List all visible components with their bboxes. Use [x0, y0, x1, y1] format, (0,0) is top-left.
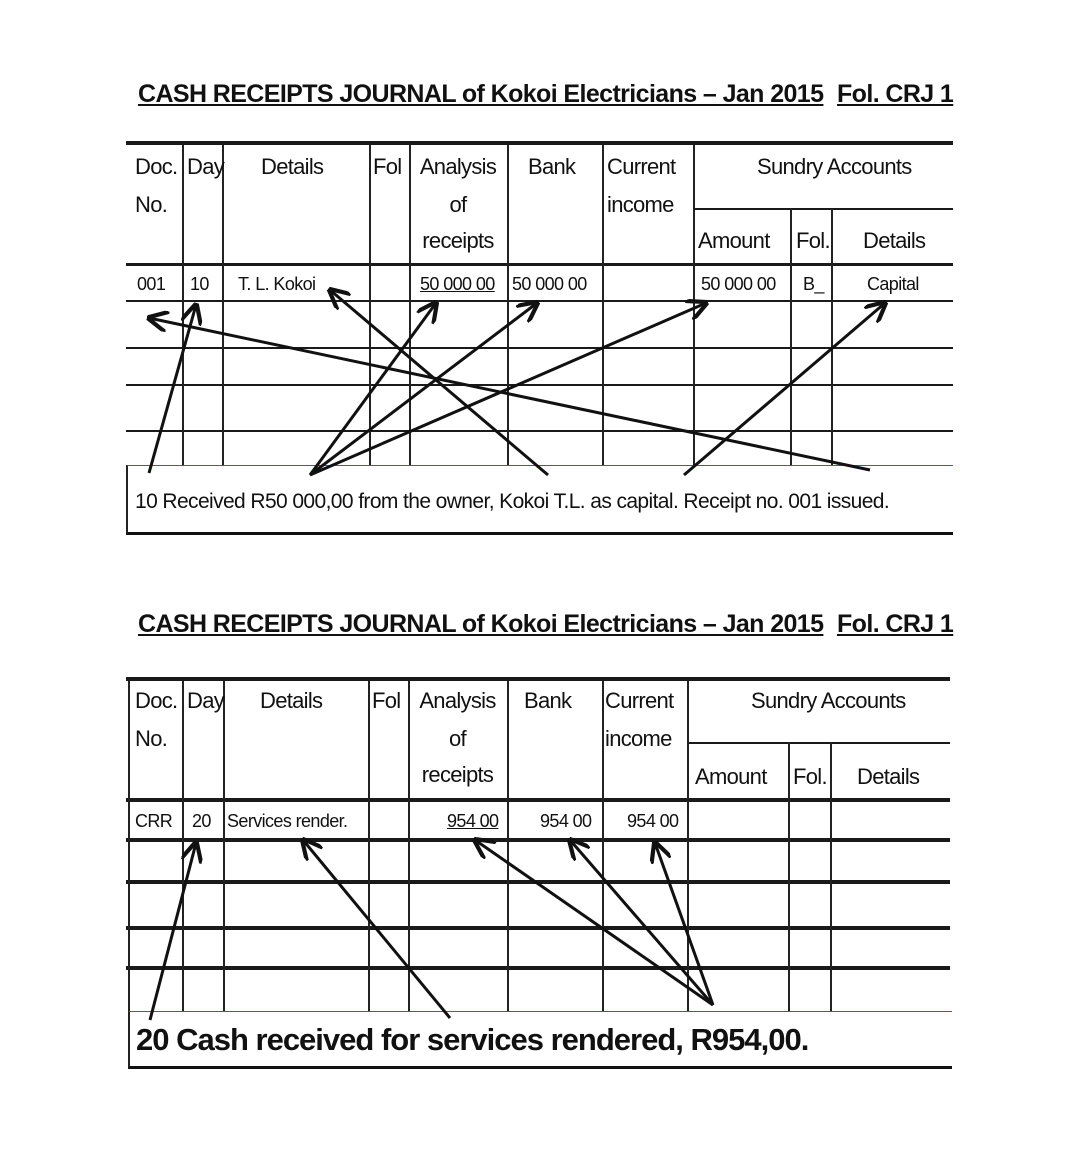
- column-rule: [831, 208, 833, 465]
- cell-doc-no: 001: [137, 274, 166, 294]
- column-rule: [408, 681, 410, 1011]
- row-rule: [126, 347, 953, 349]
- cash-receipts-journal-1: [0, 70, 1080, 550]
- column-rule: [788, 742, 790, 1011]
- column-rule: [182, 681, 184, 1011]
- header-current-income: income: [605, 726, 672, 751]
- cell-doc-no: CRR: [135, 811, 173, 831]
- cell-details: Services render.: [227, 811, 348, 831]
- narration-text: 20 Cash received for services rendered, R954,00.: [136, 1022, 809, 1057]
- cell-current-income: 954 00: [627, 811, 679, 831]
- column-rule: [369, 145, 371, 465]
- column-rule: [222, 145, 224, 465]
- table-top-rule: [126, 677, 950, 681]
- header-details: Details: [260, 688, 323, 713]
- table-top-rule: [126, 141, 953, 145]
- column-rule: [409, 145, 411, 465]
- row-rule: [126, 838, 950, 842]
- arrow-to-analysis: [310, 303, 436, 475]
- header-fol: Fol: [373, 154, 402, 179]
- arrow-to-current-income: [655, 843, 713, 1005]
- row-rule: [126, 300, 953, 302]
- narration-text: 10 Received R50 000,00 from the owner, Kokoi T.L. as capital. Receipt no. 001 issued.: [135, 490, 890, 513]
- column-rule: [602, 145, 604, 465]
- arrow-to-day: [150, 843, 196, 1020]
- header-sundry-amount: Amount: [698, 228, 770, 253]
- cell-analysis: 50 000 00: [420, 274, 495, 294]
- header-analysis: of: [449, 726, 466, 751]
- column-rule: [602, 681, 604, 1011]
- header-bottom-rule: [126, 263, 953, 266]
- row-rule: [126, 430, 953, 432]
- journal-title: CASH RECEIPTS JOURNAL of Kokoi Electricians – Jan 2015: [138, 610, 824, 638]
- row-rule: [126, 926, 950, 930]
- header-analysis: Analysis: [419, 688, 496, 713]
- cell-day: 10: [190, 274, 209, 294]
- column-rule: [368, 681, 370, 1011]
- header-sundry-fol: Fol.: [793, 764, 827, 789]
- header-sundry-accounts: Sundry Accounts: [757, 154, 912, 179]
- header-current-income: Current: [607, 154, 676, 179]
- cell-day: 20: [192, 811, 211, 831]
- arrow-to-details: [330, 290, 548, 475]
- sundry-sub-rule: [693, 208, 953, 210]
- cell-bank: 50 000 00: [512, 274, 587, 294]
- journal-folio: Fol. CRJ 1: [837, 610, 954, 638]
- row-rule: [126, 384, 953, 386]
- header-sundry-details: Details: [857, 764, 920, 789]
- header-bank: Bank: [524, 688, 572, 713]
- header-analysis: receipts: [421, 762, 494, 787]
- header-current-income: income: [607, 192, 674, 217]
- column-rule: [790, 208, 792, 465]
- header-sundry-amount: Amount: [695, 764, 767, 789]
- column-rule: [830, 742, 832, 1011]
- cell-sundry-details: Capital: [867, 274, 919, 294]
- header-fol: Fol: [372, 688, 401, 713]
- column-rule: [687, 681, 689, 1011]
- column-rule: [182, 145, 184, 465]
- header-bottom-rule: [126, 798, 950, 802]
- sundry-sub-rule: [687, 742, 950, 744]
- column-rule: [507, 145, 509, 465]
- journal-title: CASH RECEIPTS JOURNAL of Kokoi Electricians – Jan 2015: [138, 80, 824, 108]
- header-sundry-accounts: Sundry Accounts: [751, 688, 906, 713]
- arrow-to-bank: [310, 303, 537, 475]
- column-rule: [507, 681, 509, 1011]
- arrow-to-day: [149, 305, 196, 473]
- cell-sundry-amount: 50 000 00: [701, 274, 776, 294]
- arrow-to-bank: [570, 840, 713, 1005]
- arrow-to-doc-no: [149, 318, 870, 470]
- journal-folio: Fol. CRJ 1: [837, 80, 954, 108]
- row-rule: [126, 966, 950, 970]
- header-sundry-fol: Fol.: [796, 228, 830, 253]
- header-doc-no: Doc.: [135, 688, 178, 713]
- column-rule: [128, 681, 130, 1011]
- header-analysis: Analysis: [419, 154, 497, 179]
- header-doc-no: Doc.: [135, 154, 178, 179]
- header-bank: Bank: [528, 154, 576, 179]
- header-doc-no: No.: [135, 726, 168, 751]
- header-sundry-details: Details: [863, 228, 926, 253]
- cell-details: T. L. Kokoi: [238, 274, 316, 294]
- header-analysis: receipts: [422, 228, 494, 253]
- header-day: Day: [187, 688, 225, 713]
- header-analysis: of: [449, 192, 467, 217]
- arrow-to-sundry-details: [684, 303, 885, 475]
- header-details: Details: [261, 154, 324, 179]
- header-doc-no: No.: [135, 192, 168, 217]
- row-rule: [126, 880, 950, 884]
- cell-sundry-fol: B_: [803, 274, 824, 294]
- header-current-income: Current: [605, 688, 674, 713]
- arrow-to-analysis: [475, 840, 713, 1005]
- cell-analysis: 954 00: [447, 811, 499, 831]
- cash-receipts-journal-2: [0, 600, 1080, 1090]
- column-rule: [693, 145, 695, 465]
- column-rule: [223, 681, 225, 1011]
- header-day: Day: [187, 154, 225, 179]
- cell-bank: 954 00: [540, 811, 592, 831]
